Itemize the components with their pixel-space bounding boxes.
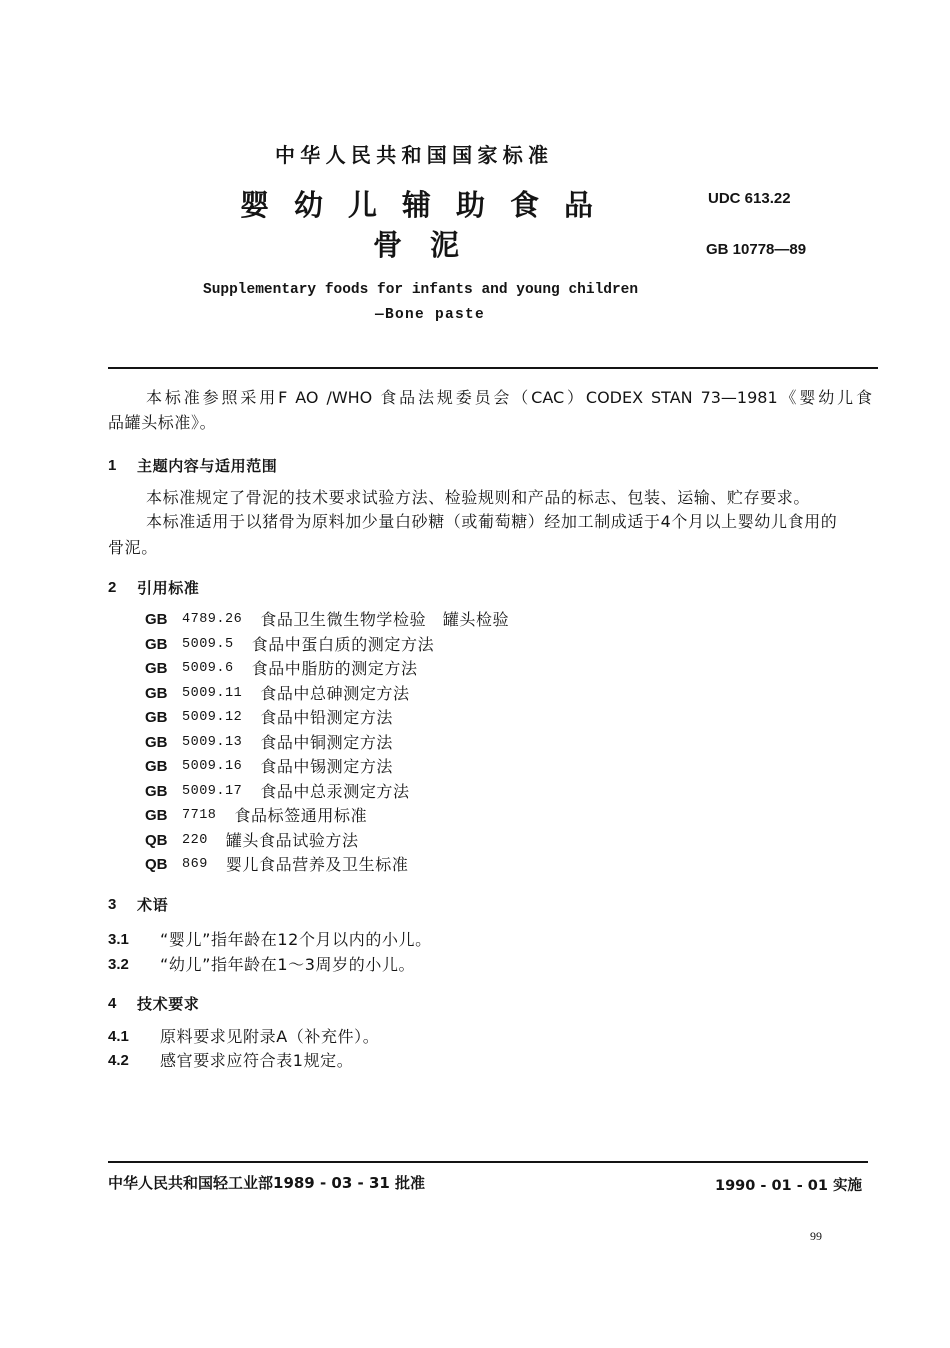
english-title: Supplementary foods for infants and young children	[203, 282, 639, 298]
reference-number: 5009.17	[182, 783, 243, 799]
clause-text: 原料要求见附录A（补充件）。	[160, 1027, 380, 1046]
reference-number: 5009.13	[182, 734, 243, 750]
national-standard-label: 中华人民共和国国家标准	[275, 143, 554, 167]
reference-title: 食品中总砷测定方法	[260, 683, 410, 703]
section-number: 4	[108, 995, 117, 1012]
reference-prefix: GB	[145, 709, 168, 726]
reference-number: 5009.11	[182, 685, 243, 701]
reference-item	[145, 608, 509, 633]
reference-title: 食品标签通用标准	[234, 806, 368, 825]
section-heading	[108, 895, 168, 915]
reference-item	[145, 633, 509, 658]
reference-title: 婴儿食品营养及卫生标准	[225, 855, 409, 874]
header-divider	[108, 367, 878, 369]
reference-prefix: GB	[145, 660, 168, 677]
section-number: 2	[108, 579, 117, 596]
section-heading	[108, 456, 277, 476]
reference-number: 7718	[182, 808, 217, 823]
english-subtitle: —Bone paste	[375, 307, 486, 323]
section-heading	[108, 578, 199, 598]
reference-title: 食品中脂肪的测定方法	[251, 659, 418, 678]
section-title: 引用标准	[137, 579, 200, 597]
reference-title: 食品中总汞测定方法	[260, 781, 410, 801]
reference-prefix: GB	[145, 733, 168, 751]
reference-prefix: GB	[145, 758, 168, 775]
reference-item	[145, 755, 509, 780]
document-title: 婴幼儿辅助食品	[240, 188, 619, 222]
reference-item	[145, 804, 509, 829]
section-title: 技术要求	[137, 995, 200, 1013]
reference-list	[145, 608, 509, 878]
reference-item	[145, 731, 509, 756]
udc-code: UDC 613.22	[708, 190, 791, 207]
standard-number: GB 10778—89	[706, 241, 807, 258]
section-number: 3	[108, 896, 117, 913]
clause-text: 感官要求应符合表1规定。	[160, 1051, 354, 1070]
reference-prefix: GB	[145, 611, 168, 628]
section-title: 主题内容与适用范围	[137, 457, 278, 475]
reference-number: 220	[182, 832, 208, 848]
reference-item	[145, 853, 509, 878]
reference-item	[145, 706, 509, 731]
reference-number: 5009.12	[182, 710, 243, 725]
reference-number: 5009.6	[182, 661, 234, 676]
clause-text: “幼儿”指年龄在1～3周岁的小儿。	[160, 955, 416, 974]
effective-date: 1990 - 01 - 01 实施	[715, 1178, 862, 1194]
intro-paragraph-line-2: 品罐头标准》。	[108, 413, 217, 432]
reference-item	[145, 829, 509, 854]
clause	[108, 1027, 379, 1047]
approval-note: 中华人民共和国轻工业部1989 - 03 - 31 批准	[108, 1174, 426, 1192]
reference-item	[145, 657, 509, 682]
reference-number: 5009.5	[182, 636, 234, 652]
section-title: 术语	[137, 896, 169, 914]
reference-number: 4789.26	[182, 612, 243, 627]
reference-item	[145, 682, 509, 707]
section1-paragraph-2-line-2: 骨泥。	[108, 538, 158, 557]
reference-item	[145, 780, 509, 805]
section-heading	[108, 994, 199, 1014]
reference-number: 5009.16	[182, 759, 243, 774]
reference-prefix: GB	[145, 635, 168, 653]
reference-prefix: QB	[145, 831, 168, 849]
clause-number: 3.2	[108, 956, 129, 973]
reference-title: 罐头食品试验方法	[225, 830, 359, 850]
reference-title: 食品中铅测定方法	[260, 708, 394, 727]
section1-paragraph-2-line-1: 本标准适用于以猪骨为原料加少量白砂糖（或葡萄糖）经加工制成适于4个月以上婴幼儿食用的	[146, 512, 838, 531]
clause-text: “婴儿”指年龄在12个月以内的小儿。	[160, 930, 432, 949]
clause	[108, 1051, 353, 1071]
clause-number: 3.1	[108, 931, 129, 948]
reference-title: 食品中铜测定方法	[260, 732, 394, 752]
clause-number: 4.1	[108, 1028, 129, 1045]
section1-paragraph-1: 本标准规定了骨泥的技术要求试验方法、检验规则和产品的标志、包装、运输、贮存要求。	[146, 488, 811, 507]
clause-number: 4.2	[108, 1052, 129, 1069]
reference-prefix: GB	[145, 782, 168, 800]
reference-prefix: GB	[145, 684, 168, 702]
document-subtitle: 骨泥	[373, 228, 488, 262]
clause	[108, 930, 432, 950]
reference-title: 食品卫生微生物学检验 罐头检验	[260, 610, 510, 629]
reference-title: 食品中锡测定方法	[260, 757, 394, 776]
page-number: 99	[810, 1229, 822, 1243]
reference-title: 食品中蛋白质的测定方法	[251, 634, 435, 654]
reference-prefix: GB	[145, 807, 168, 824]
footer-divider	[108, 1161, 868, 1163]
section-number: 1	[108, 457, 117, 474]
clause	[108, 955, 415, 975]
intro-paragraph-line-1: 本标准参照采用F AO /WHO 食品法规委员会（CAC）CODEX STAN 73—1981《婴幼儿食	[146, 388, 872, 407]
reference-prefix: QB	[145, 856, 168, 873]
reference-number: 869	[182, 857, 208, 872]
